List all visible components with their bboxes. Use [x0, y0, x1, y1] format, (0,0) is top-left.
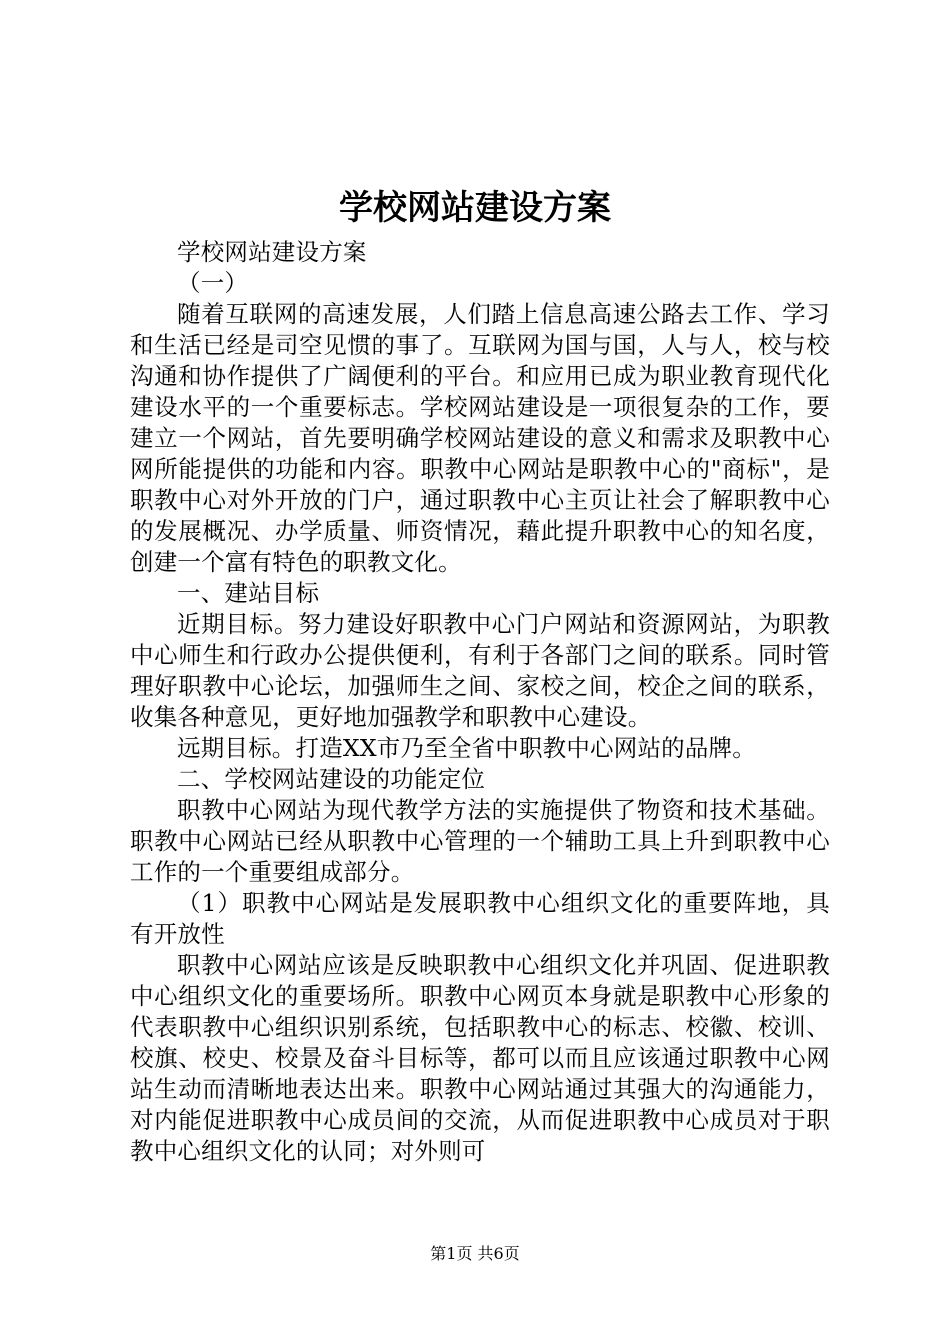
page-number-footer: 第1页 共6页: [430, 1244, 520, 1263]
section-number-paragraph: （一）: [177, 269, 249, 297]
document-title: 学校网站建设方案: [339, 188, 611, 228]
heading-function-positioning: 二、学校网站建设的功能定位: [177, 765, 486, 793]
heading-goals: 一、建站目标: [177, 579, 320, 607]
subheading-organizational-culture: （1）职教中心网站是发展职教中心组织文化的重要阵地，具有开放性: [130, 889, 830, 948]
long-term-goal-paragraph: 远期目标。打造XX市乃至全省中职教中心网站的品牌。: [177, 734, 756, 762]
subtitle-paragraph: 学校网站建设方案: [177, 238, 367, 266]
document-body: [130, 237, 830, 1167]
organizational-culture-paragraph: 职教中心网站应该是反映职教中心组织文化并巩固、促进职教中心组织文化的重要场所。职教中心网页本身就是职教中心形象的代表职教中心组织识别系统，包括职教中心的标志、校徽、校训、校旗、校史、校景及奋斗目标等，都可以而且应该通过职教中心网站生动而清晰地表达出来。职教中心网站通过其强大的沟通能力，对内能促进职教中心成员间的交流，从而促进职教中心成员对于职教中心组织文化的认同；对外则可: [130, 951, 830, 1165]
short-term-goal-paragraph: 近期目标。努力建设好职教中心门户网站和资源网站，为职教中心师生和行政办公提供便利，有利于各部门之间的联系。同时管理好职教中心论坛，加强师生之间、家校之间，校企之间的联系，收集各种意见，更好地加强教学和职教中心建设。: [130, 610, 830, 731]
intro-paragraph: 随着互联网的高速发展，人们踏上信息高速公路去工作、学习和生活已经是司空见惯的事了。互联网为国与国，人与人，校与校沟通和协作提供了广阔便利的平台。和应用已成为职业教育现代化建设水平的一个重要标志。学校网站建设是一项很复杂的工作，要建立一个网站，首先要明确学校网站建设的意义和需求及职教中心网所能提供的功能和内容。职教中心网站是职教中心的"商标"，是职教中心对外开放的门户，通过职教中心主页让社会了解职教中心的发展概况、办学质量、师资情况，藉此提升职教中心的知名度，创建一个富有特色的职教文化。: [130, 300, 830, 576]
function-positioning-paragraph: 职教中心网站为现代教学方法的实施提供了物资和技术基础。职教中心网站已经从职教中心管理的一个辅助工具上升到职教中心工作的一个重要组成部分。: [130, 796, 830, 886]
